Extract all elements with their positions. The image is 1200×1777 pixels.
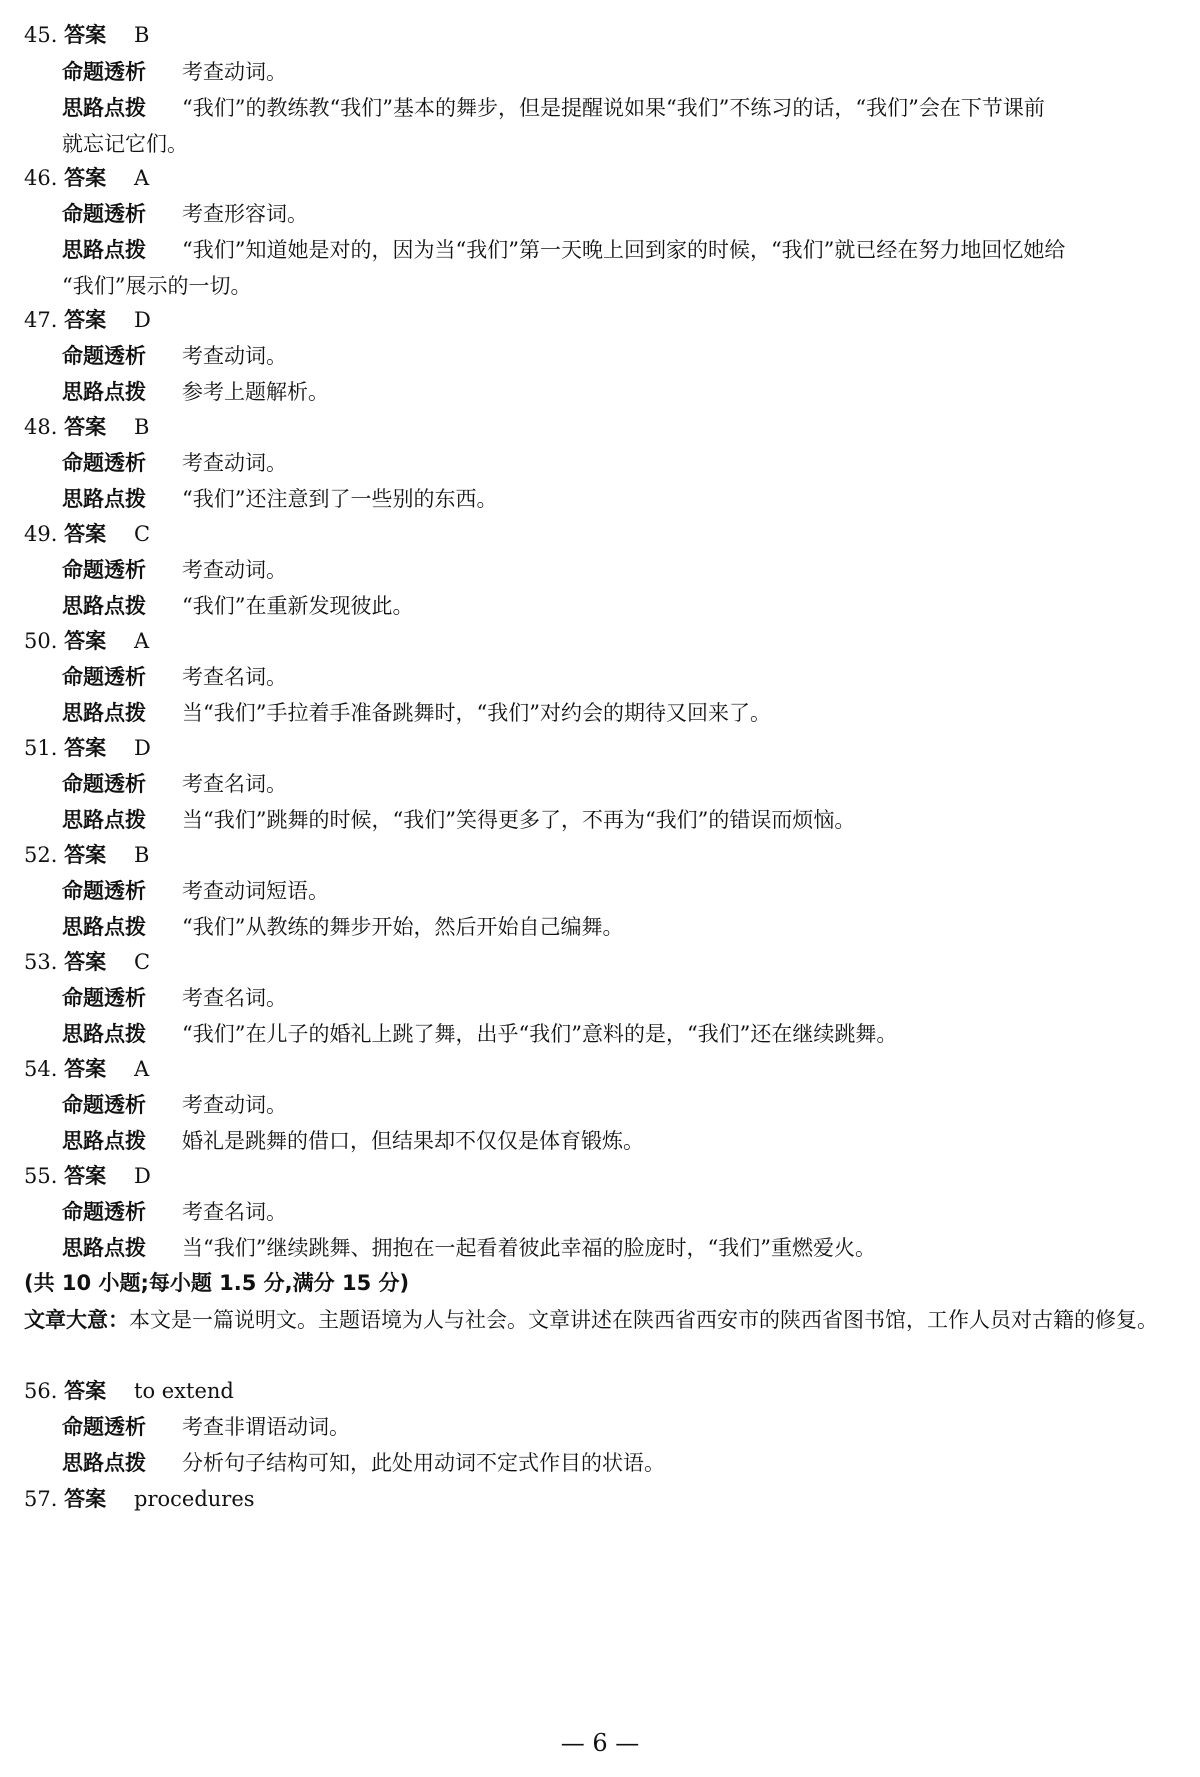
analysis-label: 命题透析 — [62, 879, 146, 903]
hint-label: 思路点拨 — [62, 1022, 146, 1046]
answer-label: 答案 — [64, 950, 107, 974]
answer-label: 答案 — [64, 308, 107, 332]
answer-value: procedures — [134, 1487, 255, 1511]
analysis-text: 考查名词。 — [182, 772, 287, 796]
answer-value: D — [134, 736, 151, 760]
hint-text: “我们”的教练教“我们”基本的舞步，但是提醒说如果“我们”不练习的话，“我们”会在下节课前 — [182, 96, 1045, 120]
hint-label: 思路点拨 — [62, 1129, 146, 1153]
hint-text: “我们”在重新发现彼此。 — [182, 594, 414, 618]
question-number: 52. — [24, 843, 58, 867]
analysis-text: 考查动词。 — [182, 1093, 287, 1117]
hint-text: “我们”知道她是对的，因为当“我们”第一天晚上回到家的时候，“我们”就已经在努力地回忆她给 — [182, 238, 1066, 262]
question-number: 55. — [24, 1164, 58, 1188]
summary-text: 本文是一篇说明文。主题语境为人与社会。文章讲述在陕西省西安市的陕西省图书馆，工作人员对古籍的修复。 — [129, 1308, 1158, 1332]
hint-text: “我们”还注意到了一些别的东西。 — [182, 487, 498, 511]
answer-value: to extend — [134, 1379, 234, 1403]
analysis-text: 考查动词。 — [182, 344, 287, 368]
answer-value: C — [134, 950, 151, 974]
analysis-text: 考查动词。 — [182, 558, 287, 582]
hint-text: 当“我们”继续跳舞、拥抱在一起看着彼此幸福的脸庞时，“我们”重燃爱火。 — [182, 1236, 876, 1260]
answer-value: A — [134, 166, 150, 190]
question-number: 48. — [24, 415, 58, 439]
hint-text: 当“我们”跳舞的时候，“我们”笑得更多了，不再为“我们”的错误而烦恼。 — [182, 808, 856, 832]
analysis-text: 考查名词。 — [182, 1200, 287, 1224]
question-number: 46. — [24, 166, 58, 190]
question-number: 49. — [24, 522, 58, 546]
hint-text: 参考上题解析。 — [182, 380, 329, 404]
question-number: 53. — [24, 950, 58, 974]
hint-label: 思路点拨 — [62, 915, 146, 939]
answer-value: D — [134, 1164, 151, 1188]
analysis-label: 命题透析 — [62, 558, 146, 582]
question-number: 57. — [24, 1487, 58, 1511]
answer-label: 答案 — [64, 522, 107, 546]
analysis-label: 命题透析 — [62, 1200, 146, 1224]
hint-label: 思路点拨 — [62, 380, 146, 404]
hint-label: 思路点拨 — [62, 701, 146, 725]
answer-value: A — [134, 1057, 150, 1081]
hint-label: 思路点拨 — [62, 808, 146, 832]
hint-text: “我们”在儿子的婚礼上跳了舞，出乎“我们”意料的是，“我们”还在继续跳舞。 — [182, 1022, 898, 1046]
answer-value: B — [134, 415, 150, 439]
analysis-text: 考查动词短语。 — [182, 879, 329, 903]
analysis-label: 命题透析 — [62, 202, 146, 226]
answer-value: B — [134, 843, 150, 867]
page-number: — 6 — — [560, 1729, 640, 1757]
summary-label: 文章大意： — [24, 1308, 129, 1332]
answer-label: 答案 — [64, 1057, 107, 1081]
hint-label: 思路点拨 — [62, 1451, 146, 1475]
answer-label: 答案 — [64, 736, 107, 760]
analysis-label: 命题透析 — [62, 986, 146, 1010]
hint-label: 思路点拨 — [62, 487, 146, 511]
hint-label: 思路点拨 — [62, 96, 146, 120]
answer-label: 答案 — [64, 166, 107, 190]
section-header: (共 10 小题;每小题 1.5 分,满分 15 分) — [24, 1271, 410, 1295]
hint-text: 分析句子结构可知，此处用动词不定式作目的状语。 — [182, 1451, 665, 1475]
analysis-label: 命题透析 — [62, 60, 146, 84]
answer-value: B — [134, 23, 150, 47]
analysis-text: 考查非谓语动词。 — [182, 1415, 350, 1439]
question-number: 47. — [24, 308, 58, 332]
analysis-label: 命题透析 — [62, 344, 146, 368]
analysis-text: 考查名词。 — [182, 986, 287, 1010]
analysis-label: 命题透析 — [62, 1415, 146, 1439]
analysis-text: 考查动词。 — [182, 60, 287, 84]
question-number: 50. — [24, 629, 58, 653]
answer-value: D — [134, 308, 151, 332]
answer-label: 答案 — [64, 629, 107, 653]
answer-label: 答案 — [64, 1164, 107, 1188]
analysis-text: 考查形容词。 — [182, 202, 308, 226]
hint-text-cont: 就忘记它们。 — [62, 132, 188, 156]
question-number: 51. — [24, 736, 58, 760]
analysis-text: 考查名词。 — [182, 665, 287, 689]
article-summary — [24, 1300, 1174, 1340]
hint-label: 思路点拨 — [62, 1236, 146, 1260]
answer-value: A — [134, 629, 150, 653]
answer-label: 答案 — [64, 23, 107, 47]
answer-label: 答案 — [64, 843, 107, 867]
analysis-label: 命题透析 — [62, 772, 146, 796]
hint-text: 当“我们”手拉着手准备跳舞时，“我们”对约会的期待又回来了。 — [182, 701, 771, 725]
hint-label: 思路点拨 — [62, 238, 146, 262]
analysis-label: 命题透析 — [62, 665, 146, 689]
analysis-label: 命题透析 — [62, 1093, 146, 1117]
answer-label: 答案 — [64, 415, 107, 439]
hint-text-cont: “我们”展示的一切。 — [62, 274, 252, 298]
question-number: 56. — [24, 1379, 58, 1403]
answer-label: 答案 — [64, 1379, 107, 1403]
hint-label: 思路点拨 — [62, 594, 146, 618]
question-number: 54. — [24, 1057, 58, 1081]
analysis-label: 命题透析 — [62, 451, 146, 475]
answer-value: C — [134, 522, 151, 546]
question-number: 45. — [24, 23, 58, 47]
hint-text: 婚礼是跳舞的借口，但结果却不仅仅是体育锻炼。 — [182, 1129, 644, 1153]
analysis-text: 考查动词。 — [182, 451, 287, 475]
hint-text: “我们”从教练的舞步开始，然后开始自己编舞。 — [182, 915, 624, 939]
answer-label: 答案 — [64, 1487, 107, 1511]
